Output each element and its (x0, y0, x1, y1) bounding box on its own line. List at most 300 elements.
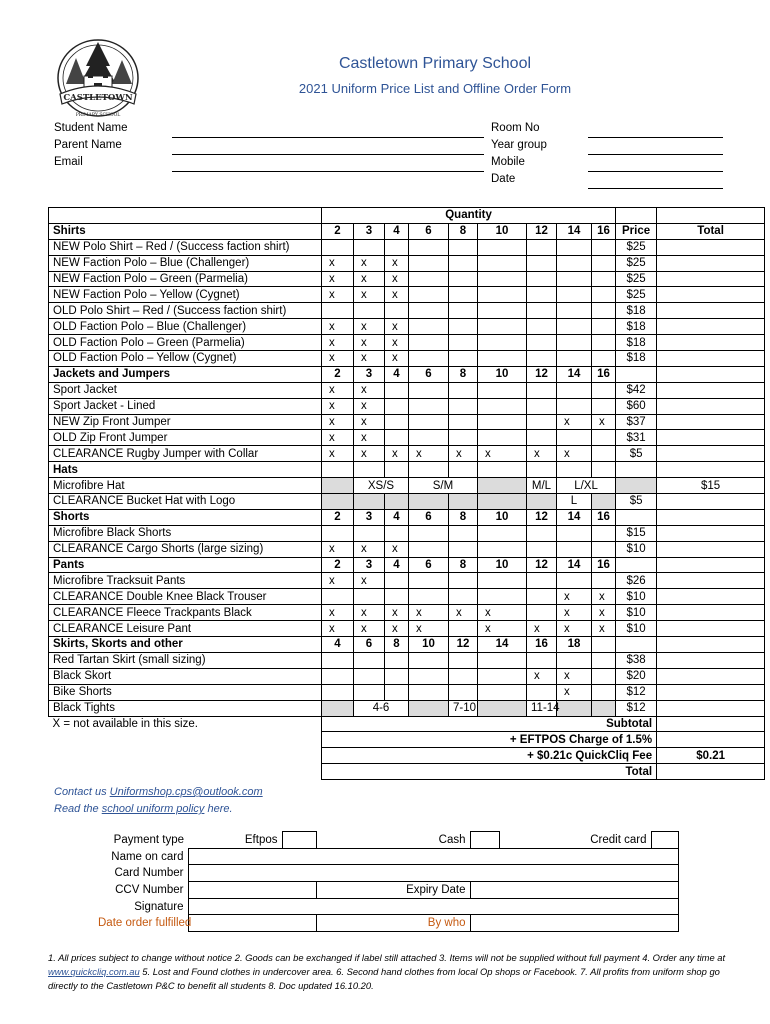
not-available-mark: x (557, 621, 592, 637)
quantity-cell[interactable] (449, 652, 478, 668)
ccv-number-field[interactable] (188, 882, 316, 899)
not-available-mark: x (449, 446, 478, 462)
quantity-cell[interactable] (409, 271, 449, 287)
quantity-cell[interactable] (385, 303, 409, 319)
quantity-cell[interactable] (449, 335, 478, 351)
quantity-cell[interactable] (449, 525, 478, 541)
quantity-cell[interactable] (409, 335, 449, 351)
quantity-cell[interactable] (592, 430, 616, 446)
blank-cell (616, 557, 657, 573)
hat-size-cell[interactable]: M/L (527, 478, 557, 494)
quantity-cell[interactable] (354, 303, 385, 319)
quantity-cell[interactable] (527, 525, 557, 541)
hat-size-cell[interactable]: L/XL (557, 478, 616, 494)
quantity-cell[interactable] (385, 684, 409, 700)
quantity-cell[interactable] (409, 589, 449, 605)
not-available-mark: x (322, 335, 354, 351)
quantity-cell[interactable] (385, 414, 409, 430)
quantity-cell[interactable] (409, 239, 449, 255)
item-total-cell[interactable] (657, 668, 765, 684)
blank-cell (616, 208, 657, 224)
payment-table (94, 831, 679, 932)
not-available-mark: x (322, 573, 354, 589)
quantity-cell[interactable] (449, 255, 478, 271)
quantity-cell[interactable] (385, 430, 409, 446)
quantity-cell[interactable] (354, 589, 385, 605)
blank-cell (616, 478, 657, 494)
quantity-cell[interactable] (527, 255, 557, 271)
quantity-cell[interactable] (409, 287, 449, 303)
item-name: NEW Faction Polo – Yellow (Cygnet) (49, 287, 322, 303)
quantity-cell[interactable] (478, 589, 527, 605)
date-field[interactable] (588, 188, 723, 189)
quantity-cell[interactable] (449, 589, 478, 605)
quickcliq-link[interactable]: www.quickcliq.com.au (48, 965, 140, 977)
grand-total-value[interactable] (657, 764, 765, 780)
quantity-cell[interactable] (592, 684, 616, 700)
size-header: 14 (557, 223, 592, 239)
size-header: 8 (449, 557, 478, 573)
not-available-mark: x (409, 446, 449, 462)
quantity-cell[interactable] (527, 652, 557, 668)
size-header: 12 (527, 557, 557, 573)
quantity-cell[interactable] (478, 255, 527, 271)
hat-size-cell[interactable]: XS/S (354, 478, 409, 494)
blank-cell (657, 208, 765, 224)
quantity-cell[interactable] (527, 382, 557, 398)
quantity-cell[interactable] (478, 398, 527, 414)
item-row (49, 621, 765, 637)
availability-note: X = not available in this size. (49, 716, 322, 732)
quantity-cell[interactable] (354, 652, 385, 668)
subtotal-value[interactable] (657, 716, 765, 732)
size-header: 3 (354, 366, 385, 382)
quantity-cell[interactable] (385, 668, 409, 684)
item-name: Red Tartan Skirt (small sizing) (49, 652, 322, 668)
signature-field[interactable] (188, 898, 678, 915)
quantity-cell[interactable] (592, 398, 616, 414)
section-header-shirts (49, 223, 765, 239)
quantity-cell[interactable] (409, 351, 449, 367)
not-available-mark: x (557, 684, 592, 700)
size-header: 10 (478, 509, 527, 525)
blank-cell (354, 494, 385, 510)
not-available-mark: x (592, 414, 616, 430)
blank-cell (409, 494, 449, 510)
size-header: 16 (592, 557, 616, 573)
blank-cell (657, 462, 765, 478)
blank-cell (527, 462, 557, 478)
item-name: CLEARANCE Double Knee Black Trouser (49, 589, 322, 605)
size-header: 8 (449, 509, 478, 525)
size-header: 3 (354, 509, 385, 525)
quantity-cell[interactable] (409, 430, 449, 446)
quantity-cell[interactable] (527, 303, 557, 319)
item-total-cell[interactable] (657, 430, 765, 446)
quantity-cell[interactable] (478, 303, 527, 319)
quantity-cell[interactable] (409, 668, 449, 684)
contact-email-link[interactable]: Uniformshop.cps@outlook.com (109, 786, 263, 798)
cash-checkbox[interactable] (470, 832, 499, 849)
quantity-cell[interactable] (409, 684, 449, 700)
blank-cell (527, 494, 557, 510)
blank-cell (657, 557, 765, 573)
quantity-cell[interactable] (527, 239, 557, 255)
size-header: 2 (322, 509, 354, 525)
item-name: Microfibre Black Shorts (49, 525, 322, 541)
item-total-cell[interactable] (657, 319, 765, 335)
item-total-cell[interactable] (657, 605, 765, 621)
item-total-cell[interactable] (657, 303, 765, 319)
quantity-cell[interactable] (449, 573, 478, 589)
not-available-mark: x (322, 430, 354, 446)
quantity-cell[interactable] (449, 430, 478, 446)
quantity-cell[interactable] (478, 414, 527, 430)
quantity-cell[interactable] (592, 446, 616, 462)
uniform-policy-link[interactable]: school uniform policy (101, 803, 205, 815)
item-price: $42 (616, 382, 657, 398)
quantity-cell[interactable] (409, 382, 449, 398)
quantity-cell[interactable] (449, 684, 478, 700)
quantity-cell[interactable] (449, 621, 478, 637)
not-available-mark: x (322, 541, 354, 557)
item-price: $15 (616, 525, 657, 541)
blank-cell (657, 509, 765, 525)
not-available-mark: x (449, 605, 478, 621)
not-available-mark: x (354, 271, 385, 287)
quantity-cell[interactable] (527, 684, 557, 700)
item-price: $5 (616, 494, 657, 510)
quantity-cell[interactable] (385, 652, 409, 668)
size-header: 10 (478, 366, 527, 382)
blank-cell (449, 494, 478, 510)
quantity-cell[interactable] (592, 303, 616, 319)
card-number-field[interactable] (188, 865, 678, 882)
quantity-cell[interactable] (592, 239, 616, 255)
item-total-cell[interactable] (657, 335, 765, 351)
quantity-cell[interactable] (557, 382, 592, 398)
quantity-cell[interactable] (478, 652, 527, 668)
not-available-mark: x (354, 351, 385, 367)
quantity-cell[interactable] (478, 287, 527, 303)
quantity-cell[interactable] (592, 255, 616, 271)
item-row (49, 255, 765, 271)
size-header: 12 (449, 637, 478, 653)
quantity-cell[interactable] (409, 573, 449, 589)
item-total-cell[interactable] (657, 287, 765, 303)
size-header: 16 (592, 223, 616, 239)
quantity-cell[interactable] (557, 351, 592, 367)
quantity-cell[interactable] (592, 351, 616, 367)
eftpos-charge-value[interactable] (657, 732, 765, 748)
hat-size-cell[interactable]: S/M (409, 478, 478, 494)
not-available-mark: x (409, 605, 449, 621)
section-title: Shorts (49, 509, 322, 525)
size-header: 14 (557, 557, 592, 573)
quantity-cell[interactable] (354, 239, 385, 255)
quantity-cell[interactable] (592, 668, 616, 684)
item-price: $18 (616, 319, 657, 335)
quantity-cell[interactable] (557, 430, 592, 446)
quantity-cell[interactable] (409, 255, 449, 271)
quantity-cell[interactable] (478, 271, 527, 287)
blank-cell (322, 462, 354, 478)
item-total-cell[interactable] (657, 398, 765, 414)
item-name: OLD Faction Polo – Yellow (Cygnet) (49, 351, 322, 367)
quantity-cell[interactable] (557, 525, 592, 541)
quantity-cell[interactable] (557, 398, 592, 414)
item-total-cell[interactable] (657, 621, 765, 637)
item-total-cell[interactable] (657, 589, 765, 605)
quantity-cell[interactable] (478, 335, 527, 351)
quantity-cell[interactable] (592, 525, 616, 541)
item-row (49, 398, 765, 414)
quantity-cell[interactable] (557, 287, 592, 303)
quantity-cell[interactable] (527, 287, 557, 303)
section-header-shorts (49, 509, 765, 525)
blank-cell (49, 732, 322, 748)
item-total-cell[interactable] (657, 541, 765, 557)
not-available-mark: x (527, 446, 557, 462)
quantity-cell[interactable] (449, 398, 478, 414)
quantity-cell[interactable] (592, 652, 616, 668)
quantity-cell[interactable] (449, 351, 478, 367)
quantity-cell[interactable] (478, 382, 527, 398)
item-price: $18 (616, 351, 657, 367)
student-name-field[interactable] (172, 137, 484, 138)
item-total-cell[interactable] (657, 684, 765, 700)
eftpos-checkbox[interactable] (282, 832, 316, 849)
section-header-pants (49, 557, 765, 573)
contact-line (54, 786, 263, 798)
quantity-cell[interactable] (449, 303, 478, 319)
not-available-mark: x (385, 605, 409, 621)
item-total-cell[interactable] (657, 494, 765, 510)
item-price: $18 (616, 303, 657, 319)
quantity-cell[interactable] (322, 652, 354, 668)
name-on-card-label: Name on card (111, 850, 184, 863)
name-on-card-field[interactable] (188, 848, 678, 865)
quantity-cell[interactable] (478, 684, 527, 700)
quantity-cell[interactable] (557, 255, 592, 271)
quantity-cell[interactable] (409, 319, 449, 335)
item-price: $60 (616, 398, 657, 414)
not-available-mark: x (322, 287, 354, 303)
quantity-cell[interactable] (449, 319, 478, 335)
quantity-cell[interactable] (322, 684, 354, 700)
item-row (49, 684, 765, 700)
quantity-cell[interactable] (592, 382, 616, 398)
expiry-date-field[interactable] (470, 882, 678, 899)
quantity-cell[interactable] (409, 414, 449, 430)
quantity-cell[interactable] (409, 525, 449, 541)
quantity-cell[interactable] (449, 414, 478, 430)
item-total-cell[interactable] (657, 446, 765, 462)
item-total-cell[interactable] (657, 652, 765, 668)
not-available-mark: x (322, 398, 354, 414)
item-total-cell[interactable] (657, 382, 765, 398)
quantity-cell[interactable] (478, 525, 527, 541)
item-total-cell[interactable] (657, 573, 765, 589)
logo-banner-text: CASTLETOWN (63, 93, 133, 103)
quantity-cell[interactable] (557, 573, 592, 589)
price-table (48, 207, 765, 780)
credit-card-checkbox[interactable] (651, 832, 678, 849)
quantity-cell[interactable] (557, 319, 592, 335)
email-field[interactable] (172, 171, 484, 172)
not-available-mark: x (322, 271, 354, 287)
item-row (49, 446, 765, 462)
quantity-cell[interactable] (592, 319, 616, 335)
quantity-cell[interactable] (527, 414, 557, 430)
not-available-mark: x (592, 605, 616, 621)
quantity-cell[interactable] (527, 271, 557, 287)
quantity-cell[interactable] (478, 430, 527, 446)
item-row (49, 478, 765, 494)
quantity-cell[interactable] (449, 541, 478, 557)
policy-suffix: here. (204, 803, 233, 815)
quantity-cell[interactable] (322, 239, 354, 255)
quantity-cell[interactable] (322, 668, 354, 684)
quantity-cell[interactable] (592, 541, 616, 557)
quantity-cell[interactable] (385, 525, 409, 541)
size-header: 4 (385, 366, 409, 382)
blank-cell (322, 478, 354, 494)
item-total-cell[interactable] (657, 414, 765, 430)
size-header: 3 (354, 557, 385, 573)
not-available-mark: x (354, 414, 385, 430)
quantity-cell[interactable] (557, 239, 592, 255)
size-header: 4 (385, 557, 409, 573)
quantity-cell[interactable] (478, 319, 527, 335)
item-total-cell[interactable] (657, 255, 765, 271)
not-available-mark: x (385, 351, 409, 367)
item-total-cell[interactable] (657, 525, 765, 541)
quantity-cell[interactable] (527, 589, 557, 605)
quantity-cell[interactable] (527, 605, 557, 621)
quantity-cell[interactable] (527, 351, 557, 367)
quickcliq-fee-value[interactable]: $0.21 (657, 748, 765, 764)
size-header: 2 (322, 366, 354, 382)
blank-cell (557, 462, 592, 478)
quantity-cell[interactable] (354, 525, 385, 541)
quantity-cell[interactable] (527, 319, 557, 335)
quantity-cell[interactable] (527, 398, 557, 414)
quantity-cell[interactable] (592, 287, 616, 303)
quantity-cell[interactable] (527, 573, 557, 589)
quantity-cell[interactable] (592, 573, 616, 589)
quickcliq-fee (49, 748, 765, 764)
size-header: 16 (527, 637, 557, 653)
quantity-cell[interactable] (354, 684, 385, 700)
mobile-label: Mobile (491, 156, 525, 168)
item-name: OLD Zip Front Jumper (49, 430, 322, 446)
quantity-cell[interactable] (478, 668, 527, 684)
room-no-label: Room No (491, 122, 540, 134)
contact-prefix: Contact us (54, 786, 110, 798)
price-header: Price (616, 223, 657, 239)
blank-cell (616, 509, 657, 525)
quantity-cell[interactable] (385, 398, 409, 414)
section-title: Hats (49, 462, 322, 478)
quantity-cell[interactable] (478, 573, 527, 589)
quantity-cell[interactable] (478, 541, 527, 557)
quantity-cell[interactable] (354, 668, 385, 684)
by-who-field[interactable] (470, 915, 678, 932)
size-header: 8 (449, 223, 478, 239)
parent-name-field[interactable] (172, 154, 484, 155)
quantity-cell[interactable] (557, 541, 592, 557)
quantity-cell[interactable] (409, 303, 449, 319)
size-header: 4 (385, 223, 409, 239)
by-who-label: By who (316, 915, 470, 932)
quantity-cell[interactable] (557, 335, 592, 351)
blank-cell (592, 637, 616, 653)
item-name: NEW Faction Polo – Blue (Challenger) (49, 255, 322, 271)
quantity-cell[interactable] (322, 525, 354, 541)
quantity-cell[interactable] (592, 335, 616, 351)
item-total-cell[interactable] (657, 351, 765, 367)
item-total-cell[interactable] (657, 271, 765, 287)
item-total-cell[interactable] (657, 239, 765, 255)
quantity-cell[interactable] (557, 271, 592, 287)
size-header: 6 (409, 509, 449, 525)
quantity-cell[interactable] (449, 239, 478, 255)
quickcliq-fee-label: + $0.21c QuickCliq Fee (322, 748, 657, 764)
quantity-cell[interactable] (385, 573, 409, 589)
quantity-cell[interactable] (409, 652, 449, 668)
item-name: Black Skort (49, 668, 322, 684)
not-available-mark: x (354, 573, 385, 589)
not-available-mark: x (322, 351, 354, 367)
not-available-mark: x (354, 398, 385, 414)
date-fulfilled-field[interactable] (188, 915, 316, 932)
quantity-cell[interactable] (449, 382, 478, 398)
quantity-cell[interactable] (592, 271, 616, 287)
quantity-cell[interactable] (409, 541, 449, 557)
room-no-field[interactable] (588, 137, 723, 138)
item-row (49, 541, 765, 557)
quantity-cell[interactable] (322, 589, 354, 605)
quantity-cell[interactable] (478, 351, 527, 367)
quantity-cell[interactable] (385, 239, 409, 255)
quantity-cell[interactable] (527, 335, 557, 351)
item-total-cell[interactable] (657, 700, 765, 716)
tights-size-cell[interactable]: 4-6 (354, 700, 409, 716)
quantity-cell[interactable] (527, 430, 557, 446)
tights-size-cell[interactable]: 7-10 (449, 700, 478, 716)
quantity-cell[interactable] (409, 398, 449, 414)
blank-cell (616, 462, 657, 478)
mobile-field[interactable] (588, 171, 723, 172)
quantity-cell[interactable] (449, 287, 478, 303)
quantity-cell[interactable] (478, 239, 527, 255)
quantity-cell[interactable] (557, 652, 592, 668)
quantity-cell[interactable] (385, 382, 409, 398)
item-row (49, 700, 765, 716)
item-row (49, 494, 765, 510)
quantity-cell[interactable] (449, 668, 478, 684)
quantity-cell[interactable] (322, 303, 354, 319)
year-group-field[interactable] (588, 154, 723, 155)
quantity-cell[interactable] (449, 271, 478, 287)
quantity-cell[interactable] (385, 589, 409, 605)
hat-size-cell[interactable]: L (557, 494, 592, 510)
tights-size-cell[interactable]: 11-14 (527, 700, 557, 716)
quantity-cell[interactable] (557, 303, 592, 319)
section-title: Pants (49, 557, 322, 573)
quantity-cell[interactable] (527, 541, 557, 557)
